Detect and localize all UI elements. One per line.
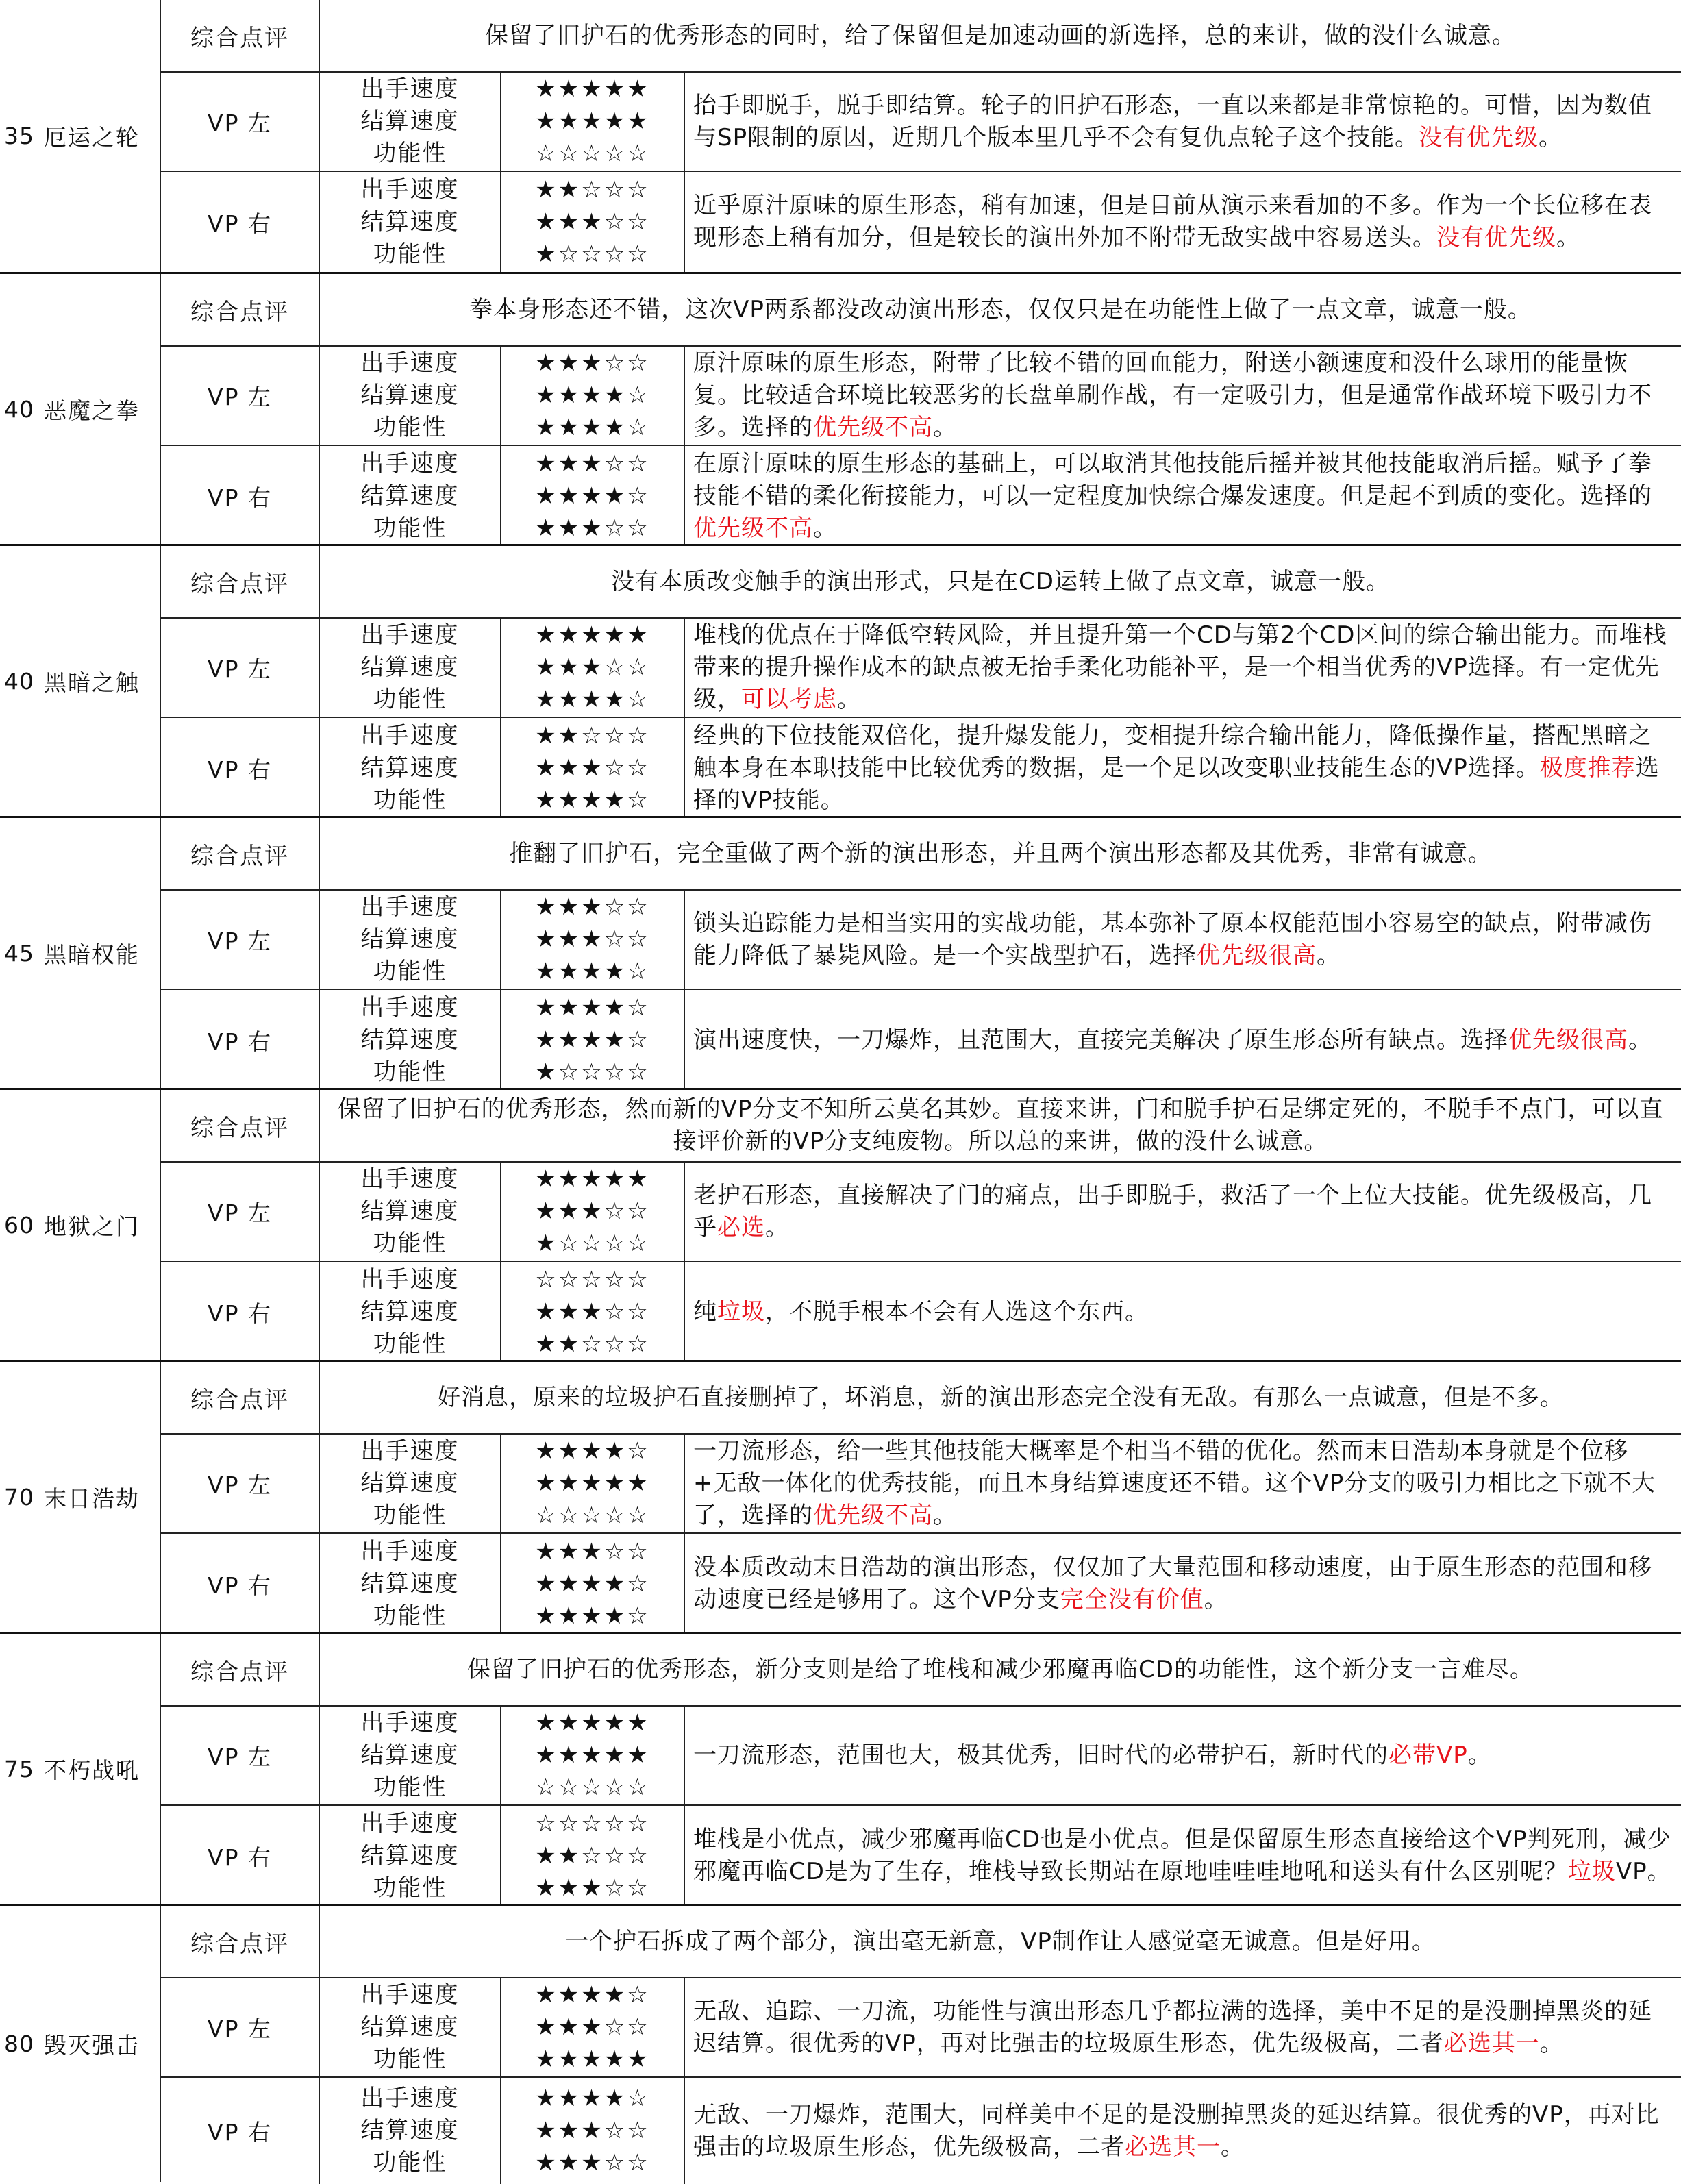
summary-label: 综合点评 xyxy=(161,1090,320,1161)
metric-name: 结算速度 xyxy=(360,482,460,510)
summary-text: 保留了旧护石的优秀形态，新分支则是给了堆栈和减少邪魔再临CD的功能性，这个新分支一言难尽。 xyxy=(467,1655,1534,1683)
star-rating: ★★★☆☆ xyxy=(535,893,650,921)
star-rating: ★★★☆☆ xyxy=(535,2117,650,2144)
metric-name: 功能性 xyxy=(373,414,447,441)
star-ratings xyxy=(501,1262,685,1362)
skill-block xyxy=(0,544,1681,816)
metric-name: 出手速度 xyxy=(360,1809,460,1837)
vp-description-text xyxy=(693,1552,1671,1616)
description-text: 堆栈的优点在于降低空转风险，并且提升第一个CD与第2个CD区间的综合输出能力。而堆栈带来的提升操作成本的缺点被无抬手柔化功能补平，是一个相当优秀的VP选择。有一定优先级， xyxy=(693,621,1667,713)
star-rating: ★☆☆☆☆ xyxy=(535,240,650,268)
star-rating: ★★☆☆☆ xyxy=(535,721,650,749)
metric-name: 出手速度 xyxy=(360,721,460,749)
star-rating: ★☆☆☆☆ xyxy=(535,1230,650,1257)
description-tail: 。 xyxy=(1204,1586,1228,1613)
description-text: 一刀流形态，范围也大，极其优秀，旧时代的必带护石，新时代的 xyxy=(693,1741,1389,1769)
vp-description xyxy=(685,446,1681,546)
summary-text: 保留了旧护石的优秀形态，然而新的VP分支不知所云莫名其妙。直接来讲，门和脱手护石是绑定死的，不脱手不点门，可以直接评价新的VP分支纯废物。所以总的来讲，做的没什么诚意。 xyxy=(337,1095,1664,1155)
skill-level: 75 xyxy=(4,1755,34,1783)
vp-label: VP 右 xyxy=(161,1534,320,1634)
vp-row xyxy=(161,1433,1681,1532)
description-tail: 。 xyxy=(933,1502,957,1529)
description-tail: 。 xyxy=(1539,123,1563,151)
star-rating: ★★★★☆ xyxy=(535,482,650,510)
description-text: 演出速度快，一刀爆炸，且范围大，直接完美解决了原生形态所有缺点。选择 xyxy=(693,1026,1508,1054)
skill-level: 60 xyxy=(4,1211,34,1239)
skill-block xyxy=(0,1360,1681,1632)
metric-names xyxy=(320,1262,501,1362)
metric-names xyxy=(320,446,501,546)
description-tail: 。 xyxy=(1221,2133,1245,2161)
star-rating: ★★★☆☆ xyxy=(535,349,650,377)
star-rating: ★★★★★ xyxy=(535,1165,650,1193)
summary-row xyxy=(161,1362,1681,1433)
metric-name: 功能性 xyxy=(373,1602,447,1630)
metric-name: 功能性 xyxy=(373,1874,447,1902)
star-rating: ★★★★☆ xyxy=(535,1981,650,2009)
star-rating: ★★★☆☆ xyxy=(535,208,650,236)
description-tail: 。 xyxy=(1628,1026,1652,1054)
description-tail: VP。 xyxy=(1615,1858,1671,1885)
vp-row xyxy=(161,1161,1681,1261)
metric-names xyxy=(320,1978,501,2076)
vp-description-text xyxy=(693,1180,1671,1244)
metric-name: 结算速度 xyxy=(360,1298,460,1326)
priority-highlight: 没有优先级 xyxy=(1436,224,1556,251)
description-tail: ，不脱手根本不会有人选这个东西。 xyxy=(765,1298,1149,1326)
metric-name: 出手速度 xyxy=(360,993,460,1021)
vp-row xyxy=(161,989,1681,1090)
summary-text: 没有本质改变触手的演出形式，只是在CD运转上做了点文章，诚意一般。 xyxy=(611,567,1390,595)
description-tail: 。 xyxy=(933,414,957,441)
skill-block xyxy=(0,1632,1681,1904)
priority-highlight: 优先级很高 xyxy=(1197,941,1317,969)
star-rating: ☆☆☆☆☆ xyxy=(535,1502,650,1529)
vp-label: VP 左 xyxy=(161,1163,320,1261)
star-rating: ★★★★★ xyxy=(535,1469,650,1497)
skill-name-cell xyxy=(0,1906,161,2182)
skill-level: 35 xyxy=(4,123,34,149)
metric-name: 出手速度 xyxy=(360,2085,460,2112)
vp-description-text xyxy=(693,720,1671,817)
star-rating: ☆☆☆☆☆ xyxy=(535,1265,650,1293)
vp-description xyxy=(685,619,1681,717)
vp-description-text xyxy=(693,1296,1149,1328)
vp-label: VP 左 xyxy=(161,347,320,445)
skill-name: 不朽战吼 xyxy=(44,1757,140,1784)
skill-name: 末日浩劫 xyxy=(44,1485,140,1512)
description-text: 一刀流形态，给一些其他技能大概率是个相当不错的优化。然而末日浩劫本身就是个位移+无敌一体化的优秀技能，而且本身结算速度还不错。这个VP分支的吸引力相比之下就不大了，选择的 xyxy=(693,1437,1656,1529)
skill-name: 黑暗权能 xyxy=(44,941,140,968)
vp-description-text xyxy=(693,190,1671,254)
summary-label: 综合点评 xyxy=(161,818,320,889)
vp-description xyxy=(685,990,1681,1090)
summary-row xyxy=(161,0,1681,71)
metric-name: 结算速度 xyxy=(360,754,460,782)
metric-names xyxy=(320,1435,501,1532)
metric-name: 出手速度 xyxy=(360,1709,460,1737)
summary-row xyxy=(161,546,1681,617)
vp-description-text xyxy=(693,619,1671,716)
description-tail: 。 xyxy=(1539,2029,1564,2057)
priority-highlight: 垃圾 xyxy=(1567,1858,1616,1885)
vp-description xyxy=(685,1534,1681,1634)
vp-row xyxy=(161,889,1681,989)
description-text: 没本质改动末日浩劫的演出形态，仅仅加了大量范围和移动速度，由于原生形态的范围和移动速度已经是够用了。这个VP分支 xyxy=(693,1554,1652,1613)
skill-name-cell xyxy=(0,274,161,544)
metric-names xyxy=(320,1707,501,1804)
vp-row xyxy=(161,345,1681,445)
metric-name: 功能性 xyxy=(373,958,447,985)
skill-block xyxy=(0,0,1681,272)
star-ratings xyxy=(501,1806,685,1906)
skill-name-cell xyxy=(0,546,161,816)
metric-names xyxy=(320,73,501,171)
summary-label: 综合点评 xyxy=(161,1634,320,1705)
metric-name: 功能性 xyxy=(373,1502,447,1529)
summary-label: 综合点评 xyxy=(161,0,320,71)
star-ratings xyxy=(501,1707,685,1804)
metric-name: 功能性 xyxy=(373,1230,447,1257)
vp-description xyxy=(685,1163,1681,1261)
vp-description xyxy=(685,891,1681,989)
skill-level: 70 xyxy=(4,1483,34,1511)
summary-label: 综合点评 xyxy=(161,1906,320,1977)
metric-name: 功能性 xyxy=(373,2149,447,2176)
star-rating: ☆☆☆☆☆ xyxy=(535,1809,650,1837)
metric-names xyxy=(320,1534,501,1634)
priority-highlight: 优先级不高 xyxy=(813,414,933,441)
priority-highlight: 必选 xyxy=(717,1213,765,1241)
metric-name: 出手速度 xyxy=(360,349,460,377)
vp-label: VP 右 xyxy=(161,718,320,818)
metric-name: 功能性 xyxy=(373,1774,447,1801)
vp-description xyxy=(685,718,1681,818)
priority-highlight: 必选其一 xyxy=(1125,2133,1221,2161)
vp-row xyxy=(161,71,1681,171)
summary-label: 综合点评 xyxy=(161,546,320,617)
metric-name: 功能性 xyxy=(373,1058,447,1086)
metric-name: 出手速度 xyxy=(360,1265,460,1293)
vp-row xyxy=(161,2076,1681,2184)
vp-description-text xyxy=(693,1739,1492,1772)
metric-name: 功能性 xyxy=(373,140,447,167)
description-text: 锁头追踪能力是相当实用的实战功能，基本弥补了原本权能范围小容易空的缺点，附带减伤能力降低了暴毙风险。是一个实战型护石，选择 xyxy=(693,909,1652,969)
description-tail: 。 xyxy=(1317,941,1341,969)
summary-row xyxy=(161,818,1681,889)
star-rating: ☆☆☆☆☆ xyxy=(535,1774,650,1801)
star-rating: ★★★☆☆ xyxy=(535,2149,650,2176)
priority-highlight: 完全没有价值 xyxy=(1060,1586,1204,1613)
vp-row xyxy=(161,1532,1681,1634)
vp-description-text xyxy=(693,1824,1671,1888)
summary-text: 保留了旧护石的优秀形态的同时，给了保留但是加速动画的新选择，总的来讲，做的没什么诚意。 xyxy=(485,21,1516,49)
skill-block xyxy=(0,272,1681,544)
vp-description xyxy=(685,347,1681,445)
metric-names xyxy=(320,1806,501,1906)
description-tail: 。 xyxy=(813,514,837,542)
skill-block xyxy=(0,816,1681,1088)
star-rating: ★★★★★ xyxy=(535,1709,650,1737)
description-tail: 。 xyxy=(1556,224,1580,251)
skill-block xyxy=(0,1904,1681,2182)
star-rating: ★★★★☆ xyxy=(535,2085,650,2112)
metric-name: 结算速度 xyxy=(360,208,460,236)
description-text: 经典的下位技能双倍化，提升爆发能力，变相提升综合输出能力，降低操作量，搭配黑暗之触本身在本职技能中比较优秀的数据，是一个足以改变职业技能生态的VP选择。 xyxy=(693,721,1652,782)
metric-name: 出手速度 xyxy=(360,449,460,477)
metric-name: 结算速度 xyxy=(360,382,460,409)
star-rating: ★★★★☆ xyxy=(535,414,650,441)
star-ratings xyxy=(501,1534,685,1634)
vp-label: VP 右 xyxy=(161,446,320,546)
vp-label: VP 左 xyxy=(161,619,320,717)
star-ratings xyxy=(501,718,685,818)
star-rating: ★★★★★ xyxy=(535,75,650,103)
description-text: 老护石形态，直接解决了门的痛点，出手即脱手，救活了一个上位大技能。优先级极高，几乎 xyxy=(693,1181,1652,1241)
metric-name: 出手速度 xyxy=(360,1537,460,1565)
description-text: 堆栈是小优点，减少邪魔再临CD也是小优点。但是保留原生形态直接给这个VP判死刑，减少邪魔再临CD是为了生存，堆栈导致长期站在原地哇哇哇地吼和送头有什么区别呢？ xyxy=(693,1826,1671,1885)
vp-description xyxy=(685,2078,1681,2184)
metric-name: 结算速度 xyxy=(360,1841,460,1870)
star-rating: ★★☆☆☆ xyxy=(535,1330,650,1358)
star-rating: ★★★★★ xyxy=(535,108,650,135)
vp-description xyxy=(685,1262,1681,1362)
star-rating: ★★★☆☆ xyxy=(535,754,650,782)
vp-label: VP 右 xyxy=(161,1806,320,1906)
skill-block xyxy=(0,1088,1681,1360)
metric-name: 结算速度 xyxy=(360,654,460,681)
star-rating: ★★★☆☆ xyxy=(535,1198,650,1225)
summary-text: 拳本身形态还不错，这次VP两系都没改动演出形态，仅仅只是在功能性上做了一点文章，诚意一般。 xyxy=(469,295,1532,323)
skill-name: 毁灭强击 xyxy=(44,2032,140,2059)
vp-description xyxy=(685,1806,1681,1906)
star-rating: ★★★★☆ xyxy=(535,1602,650,1630)
star-rating: ★★★☆☆ xyxy=(535,1874,650,1902)
metric-name: 出手速度 xyxy=(360,1437,460,1465)
metric-name: 结算速度 xyxy=(360,1569,460,1598)
vp-row xyxy=(161,617,1681,717)
summary-text: 推翻了旧护石，完全重做了两个新的演出形态，并且两个演出形态都及其优秀，非常有诚意。 xyxy=(509,839,1492,867)
metric-names xyxy=(320,718,501,818)
summary-row xyxy=(161,1906,1681,1977)
description-text: 原汁原味的原生形态，附带了比较不错的回血能力，附送小额速度和没什么球用的能量恢复。比较适合环境比较恶劣的长盘单刷作战，有一定吸引力，但是通常作战环境下吸引力不多。选择的 xyxy=(693,349,1652,441)
vp-description-text xyxy=(693,1435,1671,1532)
vp-label: VP 左 xyxy=(161,1707,320,1804)
star-rating: ★★★★☆ xyxy=(535,958,650,985)
star-ratings xyxy=(501,619,685,717)
vp-label: VP 右 xyxy=(161,172,320,272)
vp-description xyxy=(685,73,1681,171)
metric-names xyxy=(320,347,501,445)
priority-highlight: 优先级不高 xyxy=(693,514,813,542)
metric-name: 功能性 xyxy=(373,1330,447,1358)
description-tail: 。 xyxy=(837,686,861,713)
metric-name: 功能性 xyxy=(373,686,447,713)
star-rating: ★★★★☆ xyxy=(535,686,650,713)
description-text: 在原汁原味的原生形态的基础上，可以取消其他技能后摇并被其他技能取消后摇。赋予了拳技能不错的柔化衔接能力，可以一定程度加快综合爆发速度。但是起不到质的变化。选择的 xyxy=(693,449,1652,510)
metric-names xyxy=(320,172,501,272)
metric-names xyxy=(320,1163,501,1261)
metric-name: 出手速度 xyxy=(360,75,460,103)
star-rating: ★★★★☆ xyxy=(535,1437,650,1465)
star-ratings xyxy=(501,73,685,171)
description-text: 近乎原汁原味的原生形态，稍有加速，但是目前从演示来看加的不多。作为一个长位移在表现形态上稍有加分，但是较长的演出外加不附带无敌实战中容易送头。 xyxy=(693,192,1652,251)
description-tail: 。 xyxy=(765,1213,789,1241)
star-ratings xyxy=(501,990,685,1090)
description-text: 无敌、追踪、一刀流，功能性与演出形态几乎都拉满的选择，美中不足的是没删掉黑炎的延迟结算。很优秀的VP，再对比强击的垃圾原生形态，优先级极高，二者 xyxy=(693,1997,1652,2057)
metric-names xyxy=(320,619,501,717)
star-rating: ★★★★★ xyxy=(535,1741,650,1769)
star-rating: ★★★★☆ xyxy=(535,382,650,409)
skill-level: 40 xyxy=(4,395,34,423)
skill-name-cell xyxy=(0,1362,161,1632)
skill-level: 80 xyxy=(4,2031,34,2057)
metric-name: 结算速度 xyxy=(360,1026,460,1054)
metric-name: 出手速度 xyxy=(360,1165,460,1193)
vp-description-text xyxy=(693,2099,1671,2163)
metric-names xyxy=(320,891,501,989)
description-text: 抬手即脱手，脱手即结算。轮子的旧护石形态，一直以来都是非常惊艳的。可惜，因为数值与SP限制的原因，近期几个版本里几乎不会有复仇点轮子这个技能。 xyxy=(693,91,1652,151)
priority-highlight: 必选其一 xyxy=(1443,2029,1540,2057)
summary-row xyxy=(161,274,1681,345)
star-rating: ★★☆☆☆ xyxy=(535,175,650,203)
metric-name: 结算速度 xyxy=(360,2013,460,2041)
vp-label: VP 右 xyxy=(161,2078,320,2184)
metric-name: 功能性 xyxy=(373,514,447,542)
star-rating: ★★★★☆ xyxy=(535,993,650,1021)
vp-label: VP 右 xyxy=(161,990,320,1090)
vp-row xyxy=(161,1705,1681,1804)
priority-highlight: 优先级很高 xyxy=(1508,1026,1628,1054)
star-rating: ★★☆☆☆ xyxy=(535,1841,650,1870)
priority-highlight: 垃圾 xyxy=(717,1298,765,1326)
vp-label: VP 左 xyxy=(161,891,320,989)
star-ratings xyxy=(501,891,685,989)
skill-name: 厄运之轮 xyxy=(44,124,140,151)
star-rating: ★★★★☆ xyxy=(535,1026,650,1054)
metric-name: 出手速度 xyxy=(360,893,460,921)
star-rating: ★★★☆☆ xyxy=(535,2013,650,2041)
star-rating: ★★★★★ xyxy=(535,2046,650,2073)
skill-name-cell xyxy=(0,0,161,272)
star-rating: ★★★☆☆ xyxy=(535,449,650,477)
summary-row xyxy=(161,1634,1681,1705)
metric-name: 功能性 xyxy=(373,240,447,268)
skill-name: 恶魔之拳 xyxy=(44,397,140,424)
vp-row xyxy=(161,445,1681,546)
vp-description xyxy=(685,1707,1681,1804)
vp-row xyxy=(161,717,1681,818)
star-rating: ☆☆☆☆☆ xyxy=(535,140,650,167)
vp-row xyxy=(161,1977,1681,2076)
vp-description-text xyxy=(693,347,1671,444)
star-rating: ★★★★☆ xyxy=(535,786,650,814)
priority-highlight: 必带VP xyxy=(1389,1741,1468,1769)
skill-name: 地狱之门 xyxy=(44,1213,140,1240)
vp-label: VP 左 xyxy=(161,73,320,171)
skill-name: 黑暗之触 xyxy=(44,669,140,696)
star-ratings xyxy=(501,172,685,272)
metric-name: 结算速度 xyxy=(360,2117,460,2144)
skill-level: 45 xyxy=(4,939,34,967)
skill-name-cell xyxy=(0,1090,161,1360)
vp-row xyxy=(161,171,1681,272)
star-rating: ★★★☆☆ xyxy=(535,926,650,953)
summary-label: 综合点评 xyxy=(161,1362,320,1433)
priority-highlight: 优先级不高 xyxy=(813,1502,933,1529)
star-ratings xyxy=(501,1435,685,1532)
star-ratings xyxy=(501,1978,685,2076)
priority-highlight: 没有优先级 xyxy=(1419,123,1539,151)
vp-description-text xyxy=(693,448,1671,545)
priority-highlight: 极度推荐 xyxy=(1539,754,1636,782)
star-rating: ★★★★★ xyxy=(535,621,650,649)
metric-name: 出手速度 xyxy=(360,1981,460,2009)
star-ratings xyxy=(501,446,685,546)
vp-row xyxy=(161,1804,1681,1906)
summary-text: 好消息，原来的垃圾护石直接删掉了，坏消息，新的演出形态完全没有无敌。有那么一点诚意，但是不多。 xyxy=(437,1383,1564,1411)
vp-description-text xyxy=(693,90,1671,154)
description-tail: 选择的VP技能。 xyxy=(693,754,1660,814)
star-rating: ★☆☆☆☆ xyxy=(535,1058,650,1086)
star-ratings xyxy=(501,347,685,445)
metric-name: 出手速度 xyxy=(360,621,460,649)
vp-label: VP 左 xyxy=(161,1978,320,2076)
metric-name: 功能性 xyxy=(373,786,447,814)
metric-names xyxy=(320,990,501,1090)
star-rating: ★★★☆☆ xyxy=(535,1537,650,1565)
metric-names xyxy=(320,2078,501,2184)
metric-name: 结算速度 xyxy=(360,1469,460,1497)
vp-description-text xyxy=(693,1024,1652,1056)
star-rating: ★★★☆☆ xyxy=(535,654,650,681)
metric-name: 结算速度 xyxy=(360,926,460,953)
priority-highlight: 可以考虑 xyxy=(741,686,837,713)
skill-name-cell xyxy=(0,818,161,1088)
summary-row xyxy=(161,1090,1681,1161)
metric-name: 结算速度 xyxy=(360,1198,460,1225)
vp-description-text xyxy=(693,908,1671,972)
skill-level: 40 xyxy=(4,667,34,695)
vp-description xyxy=(685,1978,1681,2076)
vp-description-text xyxy=(693,1996,1671,2060)
metric-name: 功能性 xyxy=(373,2046,447,2073)
description-tail: 。 xyxy=(1467,1741,1492,1769)
star-ratings xyxy=(501,1163,685,1261)
vp-label: VP 左 xyxy=(161,1435,320,1532)
metric-name: 结算速度 xyxy=(360,108,460,135)
description-text: 无敌、一刀爆炸，范围大，同样美中不足的是没删掉黑炎的延迟结算。很优秀的VP，再对比强击的垃圾原生形态，优先级极高，二者 xyxy=(693,2100,1660,2161)
summary-label: 综合点评 xyxy=(161,274,320,345)
vp-description xyxy=(685,1435,1681,1532)
vp-label: VP 右 xyxy=(161,1262,320,1362)
metric-name: 结算速度 xyxy=(360,1741,460,1769)
star-rating: ★★★☆☆ xyxy=(535,1298,650,1326)
metric-name: 出手速度 xyxy=(360,175,460,203)
description-text: 纯 xyxy=(693,1298,717,1326)
vp-description xyxy=(685,172,1681,272)
star-ratings xyxy=(501,2078,685,2184)
star-rating: ★★★★☆ xyxy=(535,1569,650,1598)
summary-text: 一个护石拆成了两个部分，演出毫无新意，VP制作让人感觉毫无诚意。但是好用。 xyxy=(565,1927,1436,1955)
skill-name-cell xyxy=(0,1634,161,1904)
vp-row xyxy=(161,1261,1681,1362)
star-rating: ★★★☆☆ xyxy=(535,514,650,542)
